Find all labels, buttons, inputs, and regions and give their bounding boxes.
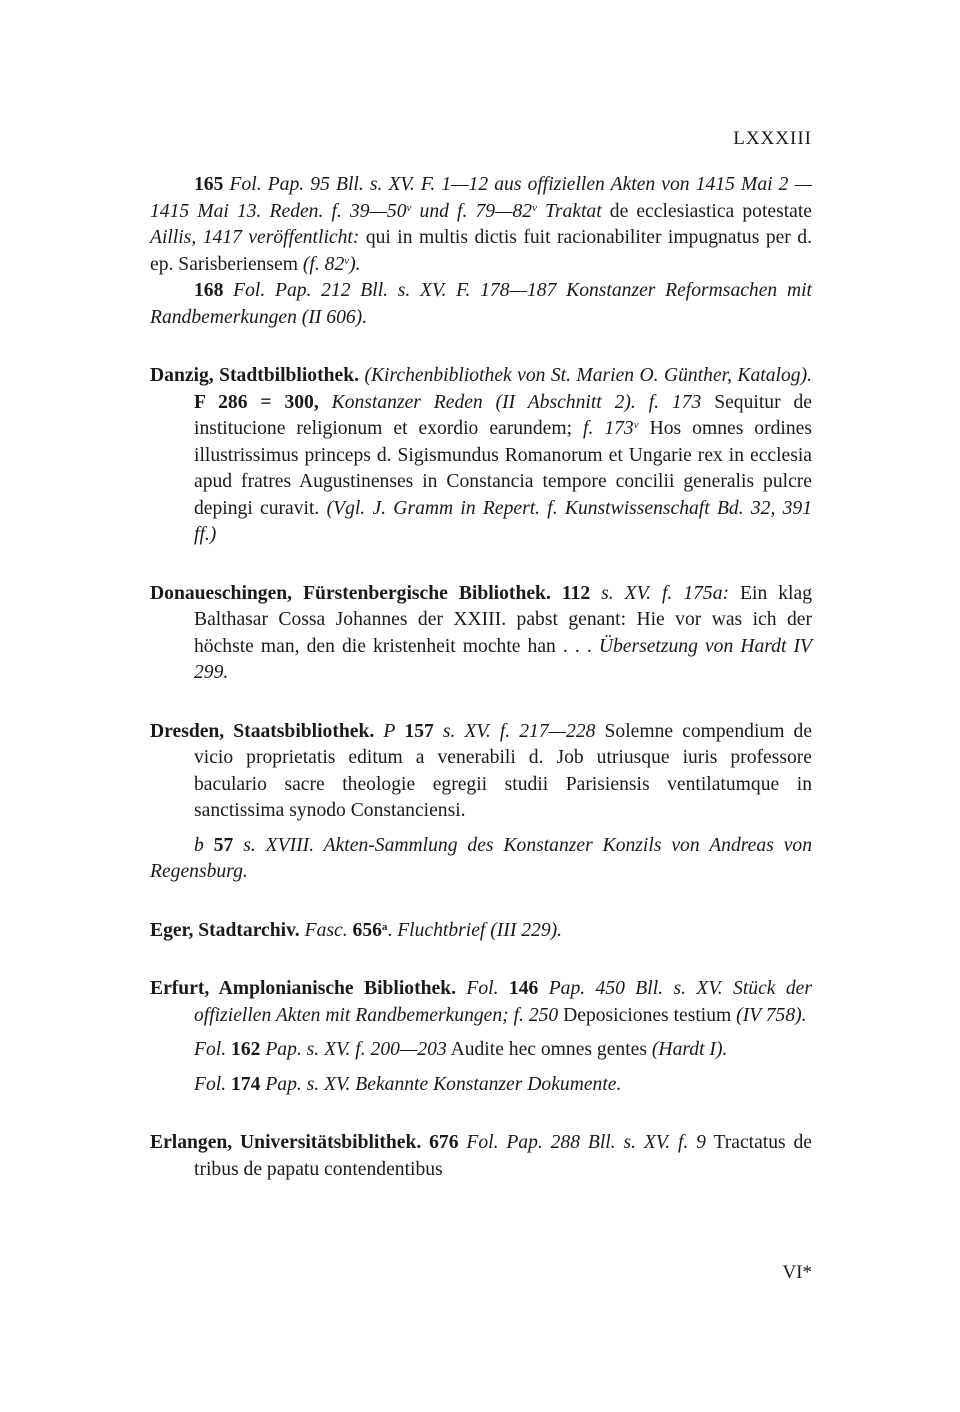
entry-erfurt-174: Fol. 174 Pap. s. XV. Bekannte Konstanzer Dokumente. [194, 1073, 622, 1095]
entry-erfurt: Erfurt, Amplonianische Bibliothek. Fol. 146 Pap. 450 Bll. s. XV. Stück der offiziellen Akten mit Randbemerkungen; f. 250 Deposiciones testium (IV 758). [150, 978, 812, 1026]
entry-erfurt-162: Fol. 162 Pap. s. XV. f. 200—203 Audite hec omnes gentes (Hardt I). [194, 1039, 728, 1060]
entry-donaueschingen: Donaueschingen, Fürstenbergische Bibliothek. 112 s. XV. f. 175a: Ein klag Balthasar Cossa Johannes der XXIII. pabst genant: Hie vor was ich der höchste man, den die kristenheit mochte han . . . Übersetzung von Hardt IV 299. [150, 582, 812, 683]
page-body [150, 172, 812, 1183]
entry-dresden-b57: b 57 s. XVIII. Akten-Sammlung des Konstanzer Konzils von Andreas von Regensburg. [150, 834, 812, 882]
entry-danzig: Danzig, Stadtbilbliothek. (Kirchenbibliothek von St. Marien O. Günther, Katalog). F 286 = 300, Konstanzer Reden (II Abschnitt 2). f. 173 Sequitur de institucione religionum et exordio earundem; f. 173$^v$ Hos omnes ordines illustrissimus princeps d. Sigismundus Romanorum et Ungarie rex in ecclesia apud fratres Augustinenses in Constancia tempore concilii generalis pulcre depingi curavit. (Vgl. J. Gramm in Repert. f. Kunstwissenschaft Bd. 32, 391 ff.) [150, 365, 812, 545]
page-number: LXXXIII [733, 128, 812, 149]
entry-erlangen: Erlangen, Universitätsbiblithek. 676 Fol. Pap. 288 Bll. s. XV. f. 9 Tractatus de tribus de papatu contendentibus [150, 1132, 812, 1180]
entry-168: 168 Fol. Pap. 212 Bll. s. XV. F. 178—187 Konstanzer Reformsachen mit Randbemerkungen (II 606). [150, 280, 812, 328]
entry-dresden: Dresden, Staatsbibliothek. P 157 s. XV. f. 217—228 Solemne compendium de vicio proprietatis editum a venerabili d. Job utriusque iuris professore baculario sacre theologie egregii studii Parisiensis ventilatumque in sanctissima synodo Constanciensi. [150, 720, 813, 821]
signature-mark: VI* [782, 1262, 812, 1283]
entry-eger: Eger, Stadtarchiv. Fasc. 656$^a$. Fluchtbrief (III 229). [150, 919, 563, 941]
entry-165: 165 Fol. Pap. 95 Bll. s. XV. F. 1—12 aus offiziellen Akten von 1415 Mai 2 — 1415 Mai 13. Reden. f. 39—50$^v$ und f. 79—82$^v$ Traktat de ecclesiastica potestate Aillis, 1417 veröffentlicht: qui in multis dictis fuit racionabiliter impugnatus per d. ep. Sarisberiensem (f. 82$^v$). [150, 174, 812, 275]
